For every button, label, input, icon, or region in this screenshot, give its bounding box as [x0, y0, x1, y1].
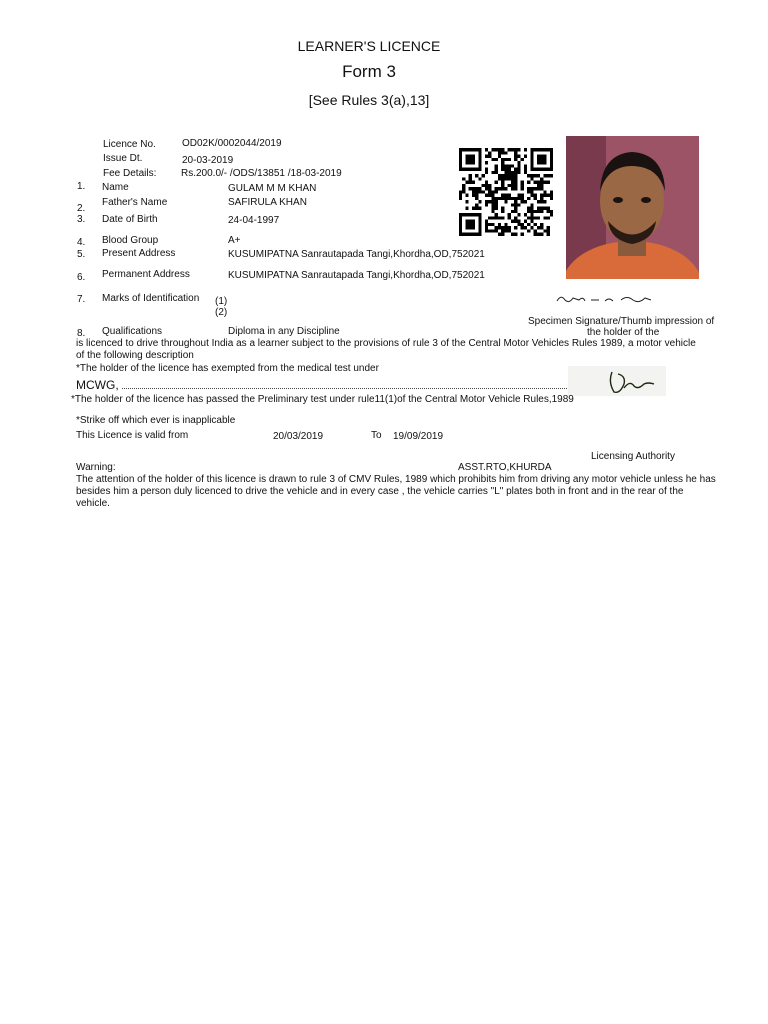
licence-no-value: OD02K/0002044/2019 [182, 138, 282, 149]
valid-to-label: To [371, 430, 382, 441]
father-name-value: SAFIRULA KHAN [228, 197, 307, 208]
form-number: Form 3 [342, 62, 396, 81]
validity-label: This Licence is valid from [76, 430, 189, 441]
blood-group-value: A+ [228, 235, 241, 246]
licensing-authority-label: Licensing Authority [591, 451, 675, 462]
mark-2-value: (2) [215, 307, 228, 318]
vehicle-class: MCWG, [76, 378, 119, 392]
authority-signature-icon [568, 366, 666, 396]
father-name-label: Father's Name [102, 197, 168, 208]
qualification-label: Qualifications [102, 326, 163, 337]
field-number: 4. [77, 237, 86, 248]
fee-details-label: Fee Details: [103, 168, 157, 179]
present-address-label: Present Address [102, 248, 176, 259]
field-number: 3. [77, 214, 86, 225]
licensing-authority-office: ASST.RTO,KHURDA [458, 462, 552, 473]
valid-from-date: 20/03/2019 [273, 431, 324, 442]
field-number: 6. [77, 272, 86, 283]
licence-no-label: Licence No. [103, 139, 156, 150]
field-number: 7. [77, 294, 86, 305]
marks-identification-label: Marks of Identification [102, 293, 200, 304]
authority-signature [568, 366, 666, 396]
field-number: 2. [77, 203, 86, 214]
rules-reference: [See Rules 3(a),13] [308, 92, 430, 108]
strike-off-note: *Strike off which ever is inapplicable [76, 415, 236, 426]
qualification-value: Diploma in any Discipline [228, 326, 340, 337]
holder-signature-icon [555, 292, 655, 306]
qr-code-icon [459, 148, 553, 236]
specimen-label-line1: Specimen Signature/Thumb impression of [528, 316, 715, 327]
fee-details-value: Rs.200.0/- /ODS/13851 /18-03-2019 [181, 168, 342, 179]
dob-label: Date of Birth [102, 214, 158, 225]
field-number: 5. [77, 249, 86, 260]
specimen-label-line2: the holder of the [587, 327, 660, 338]
permanent-address-value: KUSUMIPATNA Sanrautapada Tangi,Khordha,OD,752021 [228, 270, 485, 281]
holder-portrait-icon [566, 136, 699, 279]
name-value: GULAM M M KHAN [228, 183, 317, 194]
valid-to-date: 19/09/2019 [393, 431, 444, 442]
warning-text: The attention of the holder of this licence is drawn to rule 3 of CMV Rules, 1989 which prohibits him from driving any motor vehicle unless he has besides him a person duly licenced to drive the vehicle and in every case , the vehicle carries "L" plates both in front and in the rear of the vehicle. [76, 474, 716, 509]
issue-date-value: 20-03-2019 [182, 155, 234, 166]
issue-date-label: Issue Dt. [103, 153, 143, 164]
mark-1-value: (1) [215, 296, 228, 307]
document-title: LEARNER'S LICENCE [297, 38, 441, 54]
preliminary-test-text: *The holder of the licence has passed the Preliminary test under rule11(1)of the Central Motor Vehicle Rules,1989 [71, 394, 574, 405]
field-number: 8. [77, 328, 86, 339]
dob-value: 24-04-1997 [228, 215, 280, 226]
blood-group-label: Blood Group [102, 235, 159, 246]
licenced-statement: is licenced to drive throughout India as a learner subject to the provisions of rule 3 of the Central Motor Vehicles Rules 1989, a motor vehicle of the following description [76, 338, 696, 361]
name-label: Name [102, 182, 129, 193]
signature-dotted-line [122, 388, 627, 389]
field-number: 1. [77, 181, 86, 192]
warning-label: Warning: [76, 462, 116, 473]
medical-exemption-text: *The holder of the licence has exempted from the medical test under [76, 363, 379, 374]
present-address-value: KUSUMIPATNA Sanrautapada Tangi,Khordha,OD,752021 [228, 249, 485, 260]
holder-photo [566, 136, 699, 279]
permanent-address-label: Permanent Address [102, 269, 190, 280]
